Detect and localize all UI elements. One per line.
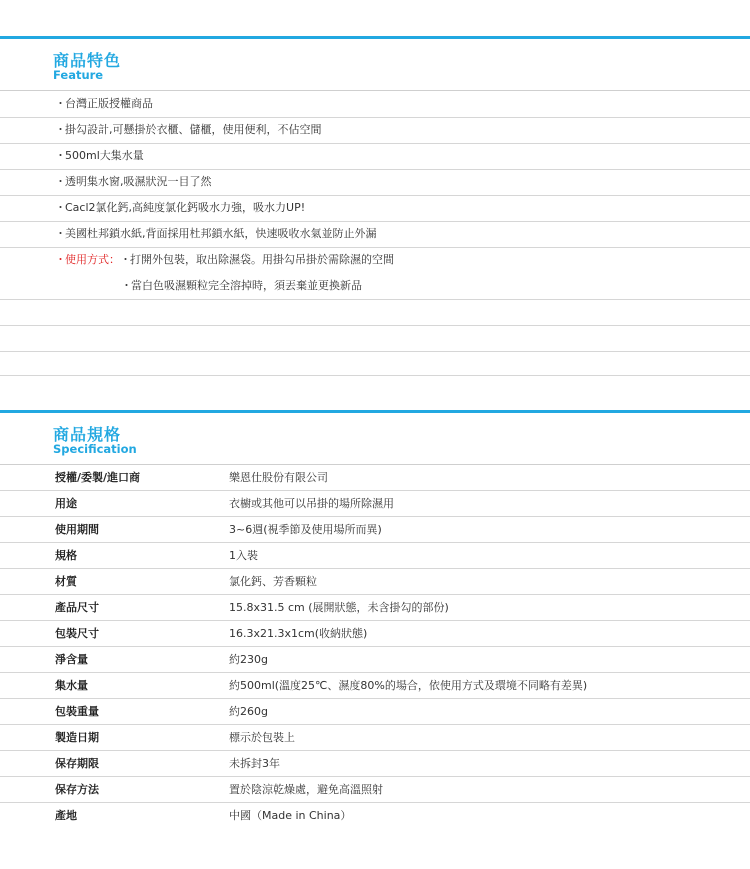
spec-key: 材質 xyxy=(55,575,77,588)
bullet-icon: ・ xyxy=(55,253,66,266)
spec-value: 中國（Made in China） xyxy=(229,809,352,822)
spec-value: 置於陰涼乾燥處，避免高溫照射 xyxy=(229,783,383,796)
empty-row xyxy=(0,351,750,376)
feature-item xyxy=(0,221,750,248)
spec-row xyxy=(0,517,750,543)
spec-row xyxy=(0,673,750,699)
usage-row xyxy=(0,247,750,273)
feature-item-text: 美國杜邦鎖水紙,背面採用杜邦鎖水紙，快速吸收水氣並防止外漏 xyxy=(65,227,377,240)
spec-value: 16.3x21.3x1cm(收納狀態) xyxy=(229,627,368,640)
bullet-icon: ・ xyxy=(121,279,132,292)
spec-key: 規格 xyxy=(55,549,77,562)
usage-separator: ： xyxy=(109,253,120,266)
bullet-icon: ・ xyxy=(55,149,66,162)
spec-key: 包裝尺寸 xyxy=(55,627,99,640)
spec-value: 標示於包裝上 xyxy=(229,731,295,744)
usage-step-1: 打開外包裝，取出除濕袋。用掛勾吊掛於需除濕的空間 xyxy=(130,253,394,266)
bullet-icon: ・ xyxy=(55,227,66,240)
feature-item xyxy=(0,169,750,196)
feature-item-text: 500ml大集水量 xyxy=(65,149,144,162)
bullet-icon: ・ xyxy=(55,175,66,188)
spec-row xyxy=(0,725,750,751)
spec-key: 製造日期 xyxy=(55,731,99,744)
usage-label: 使用方式 xyxy=(65,253,109,266)
spec-row xyxy=(0,777,750,803)
spec-row xyxy=(0,621,750,647)
spec-row xyxy=(0,751,750,777)
bullet-icon: ・ xyxy=(55,123,66,136)
spec-row xyxy=(0,491,750,517)
feature-subtitle: Feature xyxy=(53,68,104,82)
spec-value: 樂恩仕股份有限公司 xyxy=(229,471,328,484)
spec-subtitle: Specification xyxy=(53,442,137,456)
spec-value: 未拆封3年 xyxy=(229,757,280,770)
spec-value: 氯化鈣、芳香顆粒 xyxy=(229,575,317,588)
spec-row xyxy=(0,699,750,725)
spec-row xyxy=(0,543,750,569)
bullet-icon: ・ xyxy=(120,253,131,266)
spec-title: 商品規格 xyxy=(53,425,122,444)
spec-key: 淨含量 xyxy=(55,653,88,666)
empty-row xyxy=(0,299,750,326)
spec-row xyxy=(0,647,750,673)
spec-key: 產品尺寸 xyxy=(55,601,99,614)
spec-value: 衣櫥或其他可以吊掛的場所除濕用 xyxy=(229,497,394,510)
spec-top-border xyxy=(0,410,750,413)
feature-top-border xyxy=(0,36,750,39)
feature-item-text: 台灣正版授權商品 xyxy=(65,97,153,110)
usage-row-2 xyxy=(0,273,750,300)
spec-key: 包裝重量 xyxy=(55,705,99,718)
spec-key: 產地 xyxy=(55,809,77,822)
feature-item xyxy=(0,117,750,144)
spec-row xyxy=(0,803,750,828)
feature-item xyxy=(0,195,750,222)
spec-row xyxy=(0,595,750,621)
spec-value: 約230g xyxy=(229,653,268,666)
spec-row xyxy=(0,569,750,595)
feature-item xyxy=(0,143,750,170)
feature-item xyxy=(0,91,750,118)
spec-value: 3~6週(視季節及使用場所而異) xyxy=(229,523,382,536)
empty-row xyxy=(0,325,750,352)
feature-item-text: 掛勾設計,可懸掛於衣櫃、儲櫃，使用便利，不佔空間 xyxy=(65,123,322,136)
spec-value: 15.8x31.5 cm (展開狀態，未含掛勾的部份) xyxy=(229,601,449,614)
spec-key: 使用期間 xyxy=(55,523,99,536)
spec-value: 約260g xyxy=(229,705,268,718)
feature-title: 商品特色 xyxy=(53,51,122,70)
spec-key: 保存方法 xyxy=(55,783,99,796)
bullet-icon: ・ xyxy=(55,97,66,110)
feature-item-text: 透明集水窗,吸濕狀況一目了然 xyxy=(65,175,212,188)
spec-value: 約500ml(溫度25℃、濕度80%的場合，依使用方式及環境不同略有差異) xyxy=(229,679,588,692)
spec-key: 用途 xyxy=(55,497,77,510)
spec-value: 1入裝 xyxy=(229,549,258,562)
spec-key: 集水量 xyxy=(55,679,88,692)
usage-step-2: 當白色吸濕顆粒完全溶掉時，須丟棄並更換新品 xyxy=(131,279,362,292)
spec-row xyxy=(0,465,750,491)
spec-key: 保存期限 xyxy=(55,757,99,770)
spec-key: 授權/委製/進口商 xyxy=(55,471,141,484)
feature-item-text: Cacl2氯化鈣,高純度氯化鈣吸水力強，吸水力UP! xyxy=(65,201,306,214)
bullet-icon: ・ xyxy=(55,201,66,214)
